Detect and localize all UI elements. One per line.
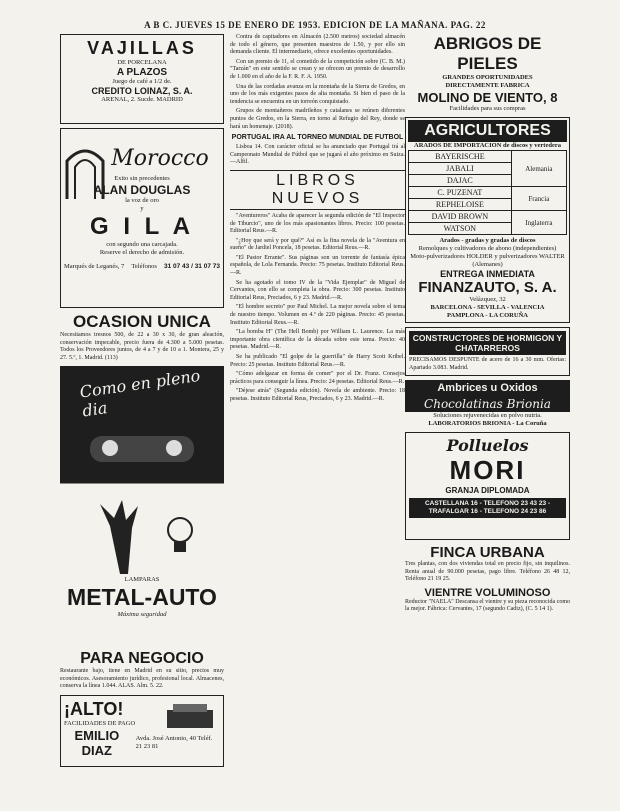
morocco-y: y <box>140 205 144 212</box>
abrigos-name: MOLINO DE VIENTO, 8 <box>417 90 558 105</box>
agricultores-ad <box>405 117 570 323</box>
abrigos-ad <box>405 34 570 113</box>
alto-name: EMILIO DIAZ <box>74 727 120 758</box>
libros-item: "Cómo adelgazar en forma de comer" por el Dr. Franz. Consejos prácticos para conseguir la línea. Precio: 24 pesetas. Editorial Reus.—R. <box>230 371 405 385</box>
agri-brand: JABALI <box>409 163 512 175</box>
ambrices-lab: LABORATORIOS BRIONIA - La Coruña <box>428 420 547 427</box>
bulb-icon <box>165 516 195 556</box>
morocco-title: Morocco <box>111 146 209 171</box>
agri-brand: C. PUZENAT <box>409 187 512 199</box>
libros-item: "Aventureros" Acaba de aparecer la segunda edición de "El Inspector de Tiburcio", uno de los más apasionantes libros. Precio: 100 pesetas. Editorial Reus.—R. <box>230 212 405 235</box>
morocco-line3: con segundo una carcajada. <box>106 241 178 248</box>
agri-brand: DAJAC <box>409 175 512 187</box>
metal-brand: METAL-AUTO <box>67 584 217 610</box>
vientre-body: Reductor "NAELA" Descansa el vientre y su pieza reconocida como la mejor. Fábrica: Cervantes, 17 (segundo Cadiz), (C. 5 14 1). <box>405 598 571 612</box>
page-header: A B C. JUEVES 15 DE ENERO DE 1953. EDICION DE LA MAÑANA. PAG. 22 <box>144 20 486 30</box>
ocasion-ad <box>60 312 224 362</box>
libros-item: "El Pastor Errante". Sus páginas son un torrente de fantasía épica española, de Lola Fernanda. Precio: 75 pesetas. Instituto Editorial Reus.—R. <box>230 254 405 277</box>
vajillas-company: CREDITO LOINAZ, S. A. <box>91 86 193 96</box>
morocco-gila: G I L A <box>89 213 194 240</box>
vajillas-addr: ARENAL, 2. Sucde. MADRID <box>101 96 183 103</box>
morocco-phones-label: Teléfonos <box>131 263 157 270</box>
agri-country: Inglaterra <box>511 211 566 235</box>
abrigos-line3: Facilidades para sus compras <box>449 105 526 112</box>
right-column <box>405 34 570 614</box>
car-icon <box>60 416 224 466</box>
vientre-ad <box>405 587 570 614</box>
vajillas-plazos: A PLAZOS <box>116 67 168 78</box>
agri-country: Alemania <box>511 151 566 187</box>
finca-body: Tres plantas, con dos viviendas total en precio fijo, sin inquilinos. Renta anual de 90.000 pesetas, pago libre. Teléfono 26 48 12, Teléfono 21 19 25. <box>405 561 570 582</box>
morocco-line4: Reserve el derecho de admisión. <box>99 249 185 256</box>
article-paragraph: Grupos de montañeros madrileños y catalanes se reúnen diferentes puntos de Gredos, en la Sierra, en torno al Refugio del Rey, donde se hará un homenaje. (2018). <box>230 108 405 130</box>
article-paragraph: Contra de capitadores en Almacén (2.500 metros) sociedad almacén de todo el género, que presenten maestros de 1.50, y por ello sin demanda cliente. El intermediario, ofrece excelentes oportunidades. <box>230 34 405 56</box>
constructores-ad <box>405 327 570 376</box>
morocco-artist: ALAN DOUGLAS <box>93 183 191 197</box>
finca-title: FINCA URBANA <box>430 544 545 561</box>
horse-icon <box>80 496 160 576</box>
vientre-title: VIENTRE VOLUMINOSO <box>424 586 551 599</box>
agri-addr: Velázquez, 32 <box>469 296 506 303</box>
metal-auto-ad <box>60 366 224 646</box>
metal-tagline: Máxima seguridad <box>117 611 167 618</box>
libros-item: Se ha publicado "El golpe de la guerrilla" de Harry Scott Kribel. Precio: 25 pesetas. Instituto Editorial Reus.—R. <box>230 354 405 368</box>
constructores-body: PRECISAMOS DESPUNTE de acero de 16 a 30 mm. Ofertas: Apartado 3.083. Madrid. <box>409 357 566 371</box>
agri-brand: DAVID BROWN <box>409 211 512 223</box>
libros-item: "¿Hoy que será y por qué?" Así es la fina novela de la "Aventura en sueño" de Jardiel Poncela, 18 pesetas. Editorial Reus.—R. <box>230 237 405 252</box>
ambrices-sub: Chocolatinas Brionia <box>405 396 570 412</box>
middle-column <box>230 34 405 406</box>
alto-facilidades: FACILIDADES DE PAGO <box>64 719 136 727</box>
pollitos-ad <box>405 432 570 540</box>
negocio-title: PARA NEGOCIO <box>80 650 204 667</box>
agri-country: Francia <box>511 187 566 211</box>
agri-brand: WATSON <box>409 223 512 235</box>
ambrices-body: Soluciones rejuvenecidas en polvo nutria. <box>433 412 542 419</box>
constructores-title: CONSTRUCTORES DE HORMIGON Y CHATARREROS <box>409 331 566 355</box>
vajillas-line: Juego de café a 1/2 de. <box>112 78 172 85</box>
agri-title: AGRICULTORES <box>408 120 567 142</box>
morocco-ad <box>60 128 224 308</box>
pollitos-title: Polluelos <box>446 436 529 455</box>
ocasion-title: OCASION UNICA <box>73 312 211 331</box>
typewriter-icon <box>165 702 215 730</box>
article-paragraph: Con un premio de 11, el cometido de la competición sobre (C. B. M.) "Tarzán" en este sentido se crean y se ofrecen un premio de desarrollo de 1.000 en el año de la F. R. F. A. 1950. <box>230 58 405 80</box>
agri-cities2: PAMPLONA - LA CORUÑA <box>447 312 528 319</box>
finca-ad <box>405 544 570 584</box>
alto-ad <box>60 695 224 767</box>
left-column <box>60 34 224 771</box>
libros-item: "El hombre secreto" por Paul Michel. La mejor novela sobre el tema de nuestro tiempo. Volumen en 4.º de 220 páginas. Precio: 45 pesetas. Instituto Editorial Reus.—R. <box>230 304 405 326</box>
abrigos-title: ABRIGOS DE PIELES <box>433 34 542 73</box>
metal-brand-small: LAMPARAS <box>124 576 160 583</box>
libros-item: "Déjese atrás" (Segunda edición). Novela de ambiente. Precio: 18 pesetas. Instituto Editorial Reus, Preciados, 6 y 23. Madrid.—R. <box>230 388 405 402</box>
agri-cities: BARCELONA - SEVILLA - VALENCIA <box>430 304 545 311</box>
abrigos-line2: DIRECTAMENTE FABRICA <box>445 82 530 89</box>
abrigos-line1: GRANDES OPORTUNIDADES <box>442 74 533 81</box>
ocasion-body: Necesitamos tresnos 500, de 22 a 30 x 30, de gran aleación, conservación impecable, precio fuera de 4.300 a 5.000 pesetas. Todos los Proveedores juntos, de 4 a 7 y de 10 a 1. Montera, 25 y 27. 5.º, 1. Madrid. (113) <box>60 332 224 361</box>
agri-line1: Arados - gradas y gradas de discos <box>439 237 536 244</box>
agri-brand: BAYERISCHE <box>409 151 512 163</box>
libros-title: LIBROS NUEVOS <box>230 170 405 210</box>
agri-entrega: ENTREGA INMEDIATA <box>440 269 535 279</box>
negocio-ad <box>60 650 224 691</box>
agri-brand: REPHELOISE <box>409 199 512 211</box>
agri-table <box>408 150 567 235</box>
pollitos-sub: GRANJA DIPLOMADA <box>445 486 530 495</box>
ambrices-title: Ambrices u Oxidos <box>405 380 570 396</box>
vajillas-sub: DE PORCELANA <box>117 59 167 66</box>
alto-addr: Avda. José Antonio, 40 Teléf. 21 23 81 <box>135 734 213 750</box>
pollitos-brand: MORI <box>449 455 526 485</box>
agri-sub: ARADOS DE IMPORTACION de discos y vertedera <box>414 142 561 149</box>
metal-slogan: Como en pleno dia <box>78 366 202 421</box>
morocco-phones: 31 07 43 / 31 07 73 <box>163 263 220 270</box>
ambrices-ad <box>405 380 570 428</box>
libros-item: "La bomba H" (The Hell Bomb) por William L. Laurence. La más importante obra científica de la década sobre este tema. Precio: 40 pesetas. Madrid.—R. <box>230 329 405 351</box>
morocco-line1: Exito sin precedentes <box>114 175 170 182</box>
morocco-line2: la voz de oro <box>125 197 159 204</box>
vajillas-ad <box>60 34 224 124</box>
alto-title: ¡ALTO! <box>64 698 124 719</box>
negocio-body: Restaurante bajo, tiene en Madrid en su sitio, precios muy económicos. Asesoramiento jurídico, profesional local. Almacenes, conserva la línea 1.044. ALAS. Alm. 5. 22. <box>60 668 224 689</box>
portugal-body: Lisboa 14. Con carácter oficial se ha anunciado que Portugal irá al Campeonato Mundial de Fútbol que se jugará el año próximo en Suiza.—Alfil. <box>230 144 405 166</box>
agri-company: FINANZAUTO, S. A. <box>418 279 557 296</box>
agri-line2: Remolques y cultivadores de abono (independientes) <box>418 245 557 252</box>
vajillas-title: VAJILLAS <box>87 38 197 58</box>
arch-icon <box>65 141 105 201</box>
pollitos-addr: CASTELLANA 16 - TELEFONO 23 43 23 - TRAFALGAR 16 - TELEFONO 24 23 86 <box>409 498 566 518</box>
article-paragraph: Una de las cordadas avanza en la montaña de la Sierra de Gredos, en uno de los más exigentes pasos de alta montaña. Si bien el paso de la tendencia se encuentra en un torreón conquistado. <box>230 83 405 105</box>
libros-item: Se ha agotado el tomo IV de la "Vida Ejemplar" de Miguel de Cervantes, con ello se completa la obra. Precio: 300 pesetas. Instituto Editorial Reus, Preciados, 6 y 23. Madrid.—R. <box>230 279 405 301</box>
portugal-title: PORTUGAL IRA AL TORNEO MUNDIAL DE FUTBOL <box>231 134 404 142</box>
agri-line3: Moto-pulverizadores HOLDER y pulverizadores WALTER (Alemanes) <box>410 253 565 268</box>
morocco-addr: Marqués de Leganés, 7 <box>64 263 125 270</box>
